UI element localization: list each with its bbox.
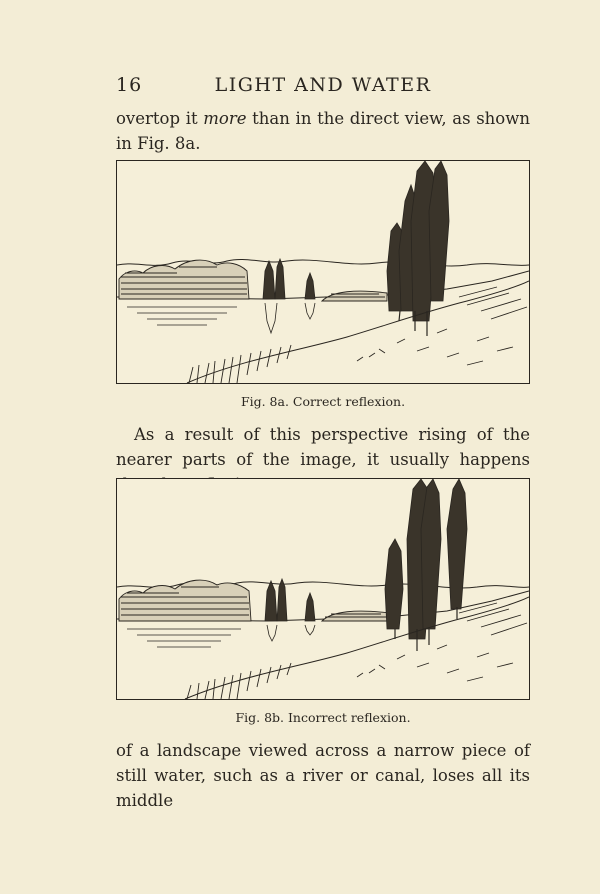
figure-8b-caption: Fig. 8b. Incorrect reflexion. <box>235 710 411 725</box>
running-head: LIGHT AND WATER <box>214 74 432 96</box>
page-number: 16 <box>116 74 143 96</box>
figure-8a-caption: Fig. 8a. Correct reflexion. <box>240 394 406 409</box>
figure-8a-illustration <box>116 160 530 384</box>
landscape-drawing-incorrect <box>117 479 529 699</box>
paragraph-1 <box>116 106 530 156</box>
paragraph-1-text-before: overtop it <box>116 109 204 128</box>
paragraph-1-text-after: than in the direct view, as shown in Fig. 8a. <box>116 109 530 153</box>
landscape-drawing-correct <box>117 161 529 383</box>
figure-8b-illustration <box>116 478 530 700</box>
paragraph-1-emphasis: more <box>203 109 247 128</box>
page-header <box>116 74 530 100</box>
paragraph-3: of a landscape viewed across a narrow piece of still water, such as a river or canal, loses all its middle <box>116 741 530 810</box>
paragraph-2: As a result of this perspective rising of the nearer parts of the image, it usually happens <box>116 425 530 469</box>
